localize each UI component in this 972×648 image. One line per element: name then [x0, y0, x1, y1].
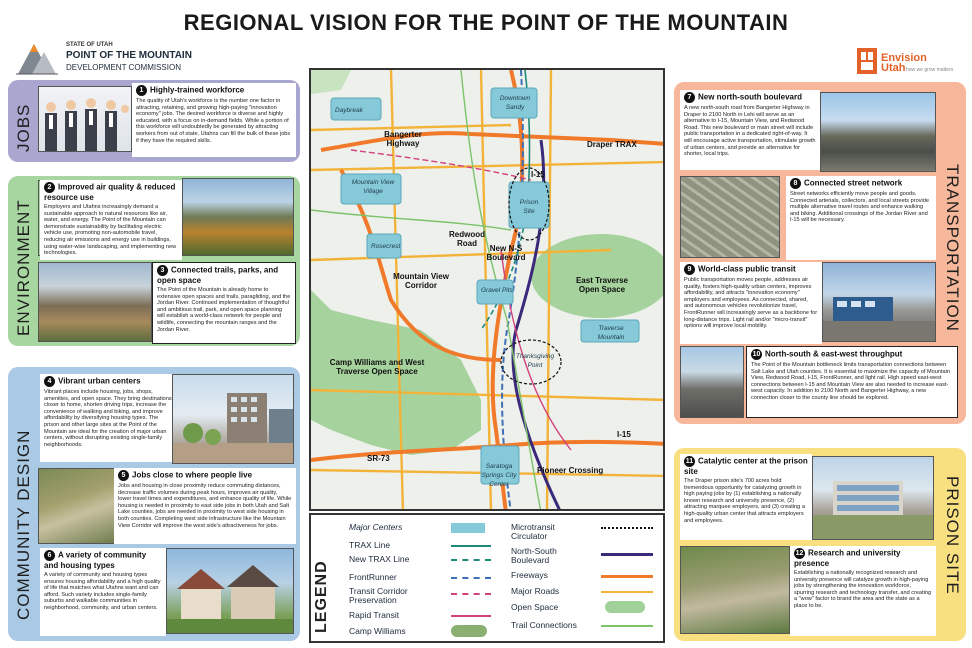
- card-number: 1: [136, 85, 147, 96]
- envision-tagline: how we grow matters: [906, 67, 954, 73]
- legend-ns-boulevard-label: North-South Boulevard: [511, 546, 557, 565]
- card-title: New north-south boulevard: [698, 92, 802, 102]
- university-aerial-photo: [680, 546, 790, 634]
- legend-open-space-label: Open Space: [511, 602, 559, 612]
- logo-line-3: DEVELOPMENT COMMISSION: [66, 63, 181, 72]
- card-air-quality: [40, 180, 182, 260]
- card-research-university: [790, 546, 936, 636]
- boulevard-photo: [820, 92, 936, 172]
- map-label-mountain-view-village: Mountain View Village: [351, 179, 395, 195]
- card-title: Jobs close to where people live: [132, 470, 253, 480]
- map-label-i15-top: I-15: [531, 170, 545, 179]
- jobs-section-label: JOBS: [14, 103, 33, 152]
- card-title: Connected street network: [804, 178, 903, 188]
- card-title: Improved air quality & reduced resource use: [44, 182, 176, 202]
- card-public-transit: [680, 262, 822, 344]
- environment-section-label: ENVIRONMENT: [14, 199, 33, 336]
- highway-photo: [680, 346, 744, 418]
- card-title: Highly-trained workforce: [150, 85, 245, 95]
- card-body: Establishing a nationally recognized research and university presence will catalyze growth in high-paying jobs by strengthening the innovation workforce, spurring research and technology transfer, and creating a "wow" factor to brand the area and the state as a place to be.: [794, 570, 932, 609]
- regional-map: [309, 68, 665, 511]
- legend-camp-williams-swatch: [451, 625, 487, 637]
- card-title: Vibrant urban centers: [58, 376, 141, 386]
- card-title: Catalytic center at the prison site: [684, 456, 808, 476]
- map-label-downtown-sandy: Downtown Sandy: [499, 95, 531, 111]
- card-community-housing: [40, 548, 166, 636]
- legend-frontrunner-label: FrontRunner: [349, 572, 397, 582]
- card-title: World-class public transit: [698, 264, 796, 274]
- card-body: The quality of Utah's workforce is the number one factor in attracting, retaining, and growing high-paying "innovation economy" jobs. The desired workforce is diverse and highly educated, with a focus on in-demand fields. While a portion of this workforce will undoubtedly be generated by attracting workers from out of state, Utahns can fill the bulk of these jobs if they have the required skills.: [136, 98, 291, 144]
- logo-line-2: POINT OF THE MOUNTAIN: [66, 50, 192, 61]
- card-catalytic-center: [680, 454, 812, 540]
- legend-rapid-transit-swatch: [451, 615, 491, 617]
- map-label-draper-trax: Draper TRAX: [587, 140, 637, 149]
- map-legend: [309, 513, 665, 643]
- card-number: 5: [118, 470, 129, 481]
- map-label-gravel-pits: Gravel Pits: [481, 287, 513, 294]
- card-body: Street networks efficiently move people and goods. Connected arterials, collectors, and local streets provide multiple alternative travel routes and enhance walking and biking. Additional crossings of the Jordan River and I-15 will be necessary.: [790, 191, 929, 224]
- map-label-traverse-mountain: Traverse Mountain: [597, 325, 625, 341]
- card-number: 12: [795, 550, 804, 557]
- jobs-near-homes-aerial: [38, 468, 116, 544]
- legend-trax-label: TRAX Line: [349, 540, 391, 550]
- card-title: North-south & east-west throughput: [765, 349, 903, 359]
- card-vibrant-urban-centers: [40, 374, 176, 462]
- map-label-new-ns-boulevard: New N-S Boulevard: [486, 244, 526, 262]
- legend-camp-williams-label: Camp Williams: [349, 626, 406, 636]
- card-body: The Point of the Mountain is already home to extensive open spaces and trails, paragliding, and the Jordan River. Continued implementation of thoughtful and ambitious trail, park, and open space planning will establish a world-class network for people and wildlife, connecting the mountain ranges and the Jordan River.: [157, 287, 291, 333]
- legend-trails-label: Trail Connections: [511, 620, 577, 630]
- legend-open-space-swatch: [605, 601, 645, 613]
- card-body: Jobs and housing in close proximity reduce commuting distances, decrease traffic volumes during peak hours, improves air quality, lower travel times and expenditures, and enhance quality of life. While housing is needed in proximity to east side jobs in both Utah and Salt Lake counties, jobs are needed in proximity to west side housing in both counties. Completing west side infrastructure like the Mountain View Corridor will improve the west side's attractiveness for jobs.: [118, 483, 292, 529]
- card-number: 9: [684, 264, 695, 275]
- card-body: The Draper prison site's 700 acres hold tremendous opportunity for catalyzing growth in high paying jobs by (1) establishing a nationally known research and university presence, (2) attracting marquee employers, and (3) creating a high-quality urban center that attracts employers and employees.: [684, 478, 805, 524]
- legend-title: LEGEND: [313, 560, 330, 633]
- card-number: 4: [44, 376, 55, 387]
- card-body: The Point of the Mountain bottleneck limits transportation connections between Salt Lake and Utah counties. It is essential to maximize the capacity of Mountain View, Redwood Road, I-15, FrontRunner, and light rail. High speed east-west connections between I-15 and Mountain View are also needed to increase east-west capacity. In addition to 2100 North and Bangerter Highway, a new connection closer to the county line should be explored.: [751, 362, 950, 401]
- card-connected-street-network: [786, 176, 936, 260]
- card-north-south-boulevard: [680, 90, 820, 170]
- prison-section-label: PRISON SITE: [943, 476, 962, 595]
- map-label-mountain-view-corridor: Mountain View Corridor: [393, 272, 449, 290]
- card-connected-trails: [152, 262, 296, 344]
- envision-word: Envision: [881, 52, 927, 64]
- legend-transit-corridor-swatch: [451, 593, 491, 595]
- legend-major-roads-label: Major Roads: [511, 586, 560, 596]
- card-number: 7: [684, 92, 695, 103]
- community-section-label: COMMUNITY DESIGN: [14, 429, 33, 620]
- map-label-redwood-road: Redwood Road: [449, 230, 485, 248]
- card-throughput: [746, 346, 958, 418]
- map-label-pioneer-crossing: Pioneer Crossing: [537, 466, 604, 475]
- card-number: 6: [44, 550, 55, 561]
- legend-major-centers-label: Major Centers: [349, 522, 403, 532]
- mountain-logo-icon: [14, 36, 60, 78]
- legend-freeways-label: Freeways: [511, 570, 548, 580]
- map-label-saratoga-springs: Saratoga Springs City Center: [481, 463, 517, 488]
- card-title: Research and university presence: [794, 548, 901, 568]
- urban-center-rendering: [172, 374, 294, 464]
- legend-ns-boulevard-swatch: [601, 553, 653, 556]
- legend-major-roads-swatch: [601, 591, 653, 593]
- transportation-section-label: TRANSPORTATION: [943, 164, 962, 332]
- envision-utah-logo: [856, 46, 966, 82]
- utah-word: Utah: [881, 62, 906, 74]
- workforce-photo: [38, 86, 132, 152]
- card-body: Public transportation moves people, addresses air quality, fosters high-quality urban centers, improves affordability, and attracts "innovation economy" employers and employees. As connected, shared, and autonomous vehicles revolutionize travel, FrontRunner will increasingly serve as a backbone for long-distance trips. Light rail and/or "micro-transit" options will improve local mobility.: [684, 277, 818, 330]
- legend-trails-swatch: [601, 625, 653, 627]
- legend-microtransit-label: Microtransit Circulator: [511, 522, 555, 541]
- card-title: A variety of community and housing types: [44, 550, 147, 570]
- legend-rapid-transit-label: Rapid Transit: [349, 610, 400, 620]
- card-number: 3: [157, 265, 168, 276]
- legend-transit-corridor-label: Transit Corridor Preservation: [349, 586, 408, 605]
- valley-autumn-photo: [182, 178, 294, 256]
- map-label-camp-williams: Camp Williams and West Traverse Open Space: [329, 358, 425, 376]
- map-label-i15-bottom: I-15: [617, 430, 631, 439]
- legend-freeways-swatch: [601, 575, 653, 578]
- card-body: Employers and Utahns increasingly demand a sustainable approach to natural resources like air, water, and energy. The Point of the Mountain can demonstrate sustainability by facilitating electric vehicle use, promoting non-automobile travel, reducing air emissions and energy use in buildings, using water-wise landscaping, and implementing new technologies.: [44, 204, 177, 257]
- commission-logo: [14, 36, 254, 80]
- frontrunner-train-photo: [822, 262, 936, 342]
- card-number: 11: [685, 458, 694, 465]
- campus-rendering: [812, 456, 934, 540]
- card-body: A variety of community and housing types ensures housing affordability and a high quality of life that matches what Utahns want and can afford. Such variety includes single-family suburbs and walkable communities in neighborhood, community, and urban centers.: [44, 572, 161, 611]
- card-highly-trained-workforce: [132, 83, 296, 157]
- map-label-bangerter: Bangerter Highway: [384, 130, 422, 148]
- envision-mark-icon: [856, 46, 878, 76]
- legend-frontrunner-swatch: [451, 577, 491, 579]
- legend-major-centers-swatch: [451, 523, 485, 533]
- card-jobs-close: [114, 468, 296, 544]
- legend-new-trax-swatch: [451, 559, 491, 561]
- card-body: A new north-south road from Bangerter Highway in Draper to 2100 North in Lehi will serve as an alternative to I-15, Mountain View, and Redwood Road. This new boulevard or main street will include public transportation in a dedicated right-of-way. It will encourage active transportation, stimulate growth of urban centers, and provide an alternative for shorter, local trips.: [684, 105, 816, 158]
- legend-new-trax-label: New TRAX Line: [349, 554, 410, 564]
- map-label-rosecrest: Rosecrest: [371, 243, 401, 250]
- houses-photo: [166, 548, 294, 634]
- trail-biking-photo: [38, 262, 152, 342]
- legend-microtransit-swatch: [601, 527, 653, 529]
- map-label-thanksgiving-point: Thanksgiving Point: [515, 353, 555, 369]
- map-label-daybreak: Daybreak: [335, 107, 363, 114]
- card-body: Vibrant places include housing, jobs, shops, amenities, and open space. They bring destinations closer to home, shorten driving trips, increase the convenience of walking and biking, and improve affordability by diversifying housing types. The prison and other large sites at the Point of the Mountain are ideal for the creation of major urban centers, without disrupting existing single-family neighborhoods.: [44, 389, 172, 448]
- map-label-sr73: SR-73: [367, 454, 390, 463]
- card-number: 2: [44, 182, 55, 193]
- card-title: Connected trails, parks, and open space: [157, 265, 279, 285]
- legend-trax-swatch: [451, 545, 491, 547]
- page-title: REGIONAL VISION FOR THE POINT OF THE MOUNTAIN: [183, 10, 789, 35]
- map-label-prison-site: Prison Site: [519, 199, 539, 215]
- logo-line-1: STATE OF UTAH: [66, 42, 113, 48]
- map-label-east-traverse: East Traverse Open Space: [575, 276, 629, 294]
- street-grid-photo: [680, 176, 780, 258]
- card-number: 8: [790, 178, 801, 189]
- card-number: 10: [752, 351, 761, 358]
